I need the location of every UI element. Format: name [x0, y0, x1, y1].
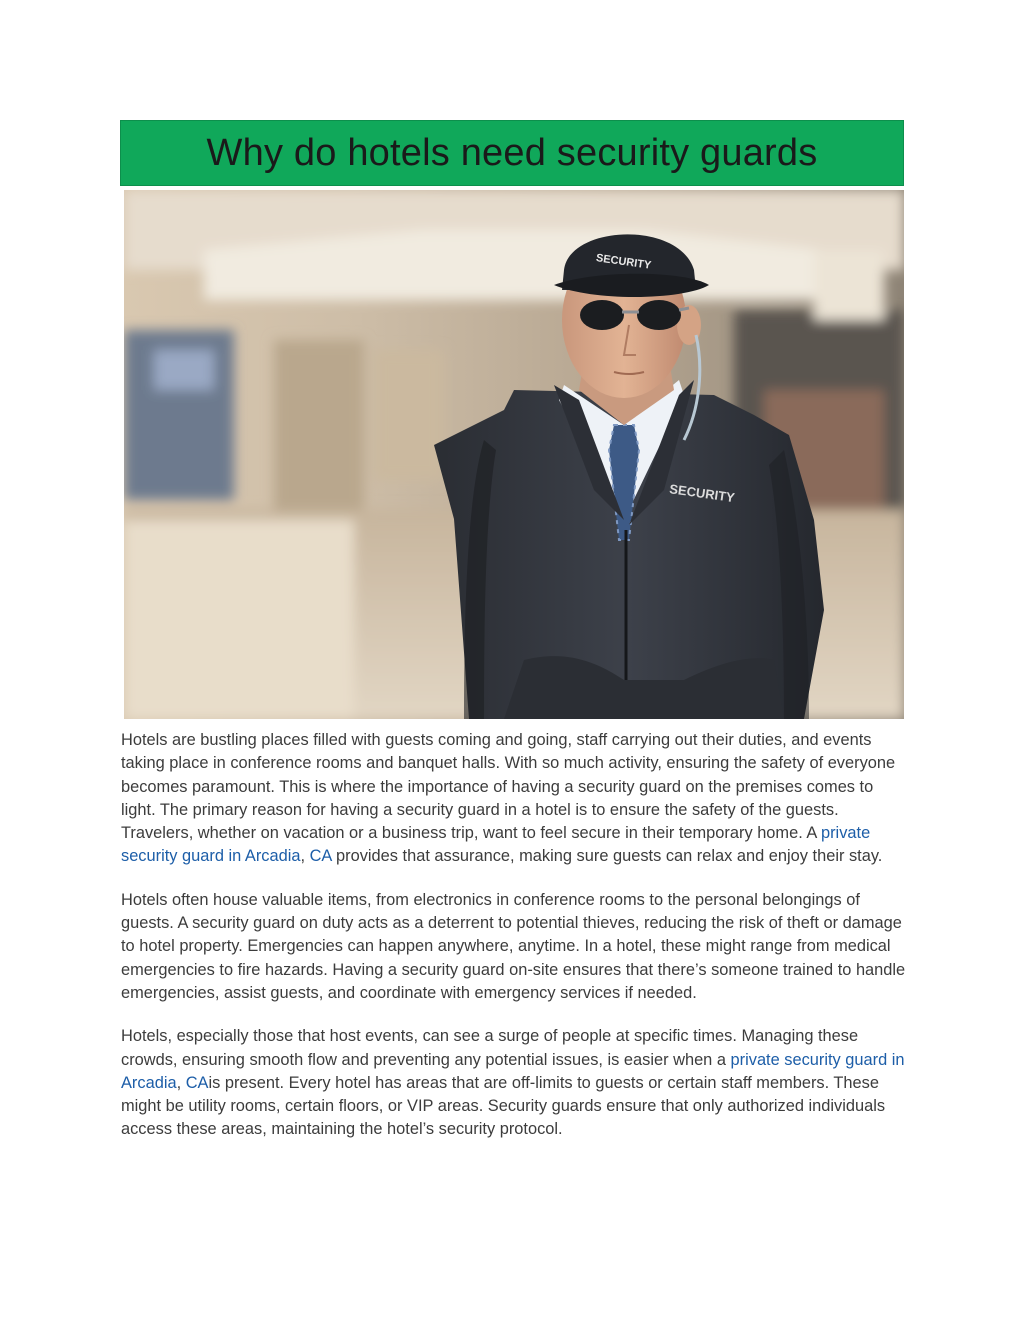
article-body: [121, 729, 911, 1162]
security-guard-photo: [124, 190, 904, 719]
paragraph-1: Hotels are bustling places filled with guests coming and going, staff carrying out their duties, and events taking place in conference rooms and banquet halls. With so much activity, ensuring the safety of everyone becomes paramount. This is where the importance of having a security guard on the premises comes to light. The primary reason for having a security guard in a hotel is to ensure the safety of the guests. Travelers, whether on vacation or a business trip, want to feel secure in their temporary home. A private security guard in Arcadia, CA provides that assurance, making sure guests can relax and enjoy their stay.: [121, 731, 896, 866]
cap-security-text: SECURITY: [595, 252, 652, 272]
ca-link[interactable]: CA: [309, 847, 332, 866]
jacket-security-text: SECURITY: [668, 481, 736, 506]
security-guard-illustration: [124, 190, 904, 719]
paragraph-3: Hotels, especially those that host events, can see a surge of people at specific times. Managing these crowds, ensuring smooth flow and preventing any potential issues, is easier when a private security guard in Arcadia, CAis present. Every hotel has areas that are off-limits to guests or certain staff members. These might be utility rooms, certain floors, or VIP areas. Security guards ensure that only authorized individuals access these areas, maintaining the hotel’s security protocol.: [121, 1027, 905, 1139]
page-title: Why do hotels need security guards: [206, 131, 818, 174]
title-banner: [120, 120, 904, 186]
ca-link[interactable]: CA: [185, 1073, 209, 1092]
arcadia-guard-link[interactable]: private security guard in Arcadia: [121, 824, 871, 866]
paragraph-2: Hotels often house valuable items, from electronics in conference rooms to the personal belongings of guests. A security guard on duty acts as a deterrent to potential thieves, reducing the risk of theft or damage to hotel property. Emergencies can happen anywhere, anytime. In a hotel, these might range from medical emergencies to fire hazards. Having a security guard on-site ensures that there’s someone trained to handle emergencies, assist guests, and coordinate with emergency services if needed.: [121, 890, 906, 1002]
arcadia-guard-link[interactable]: private security guard in Arcadia: [121, 1050, 905, 1092]
